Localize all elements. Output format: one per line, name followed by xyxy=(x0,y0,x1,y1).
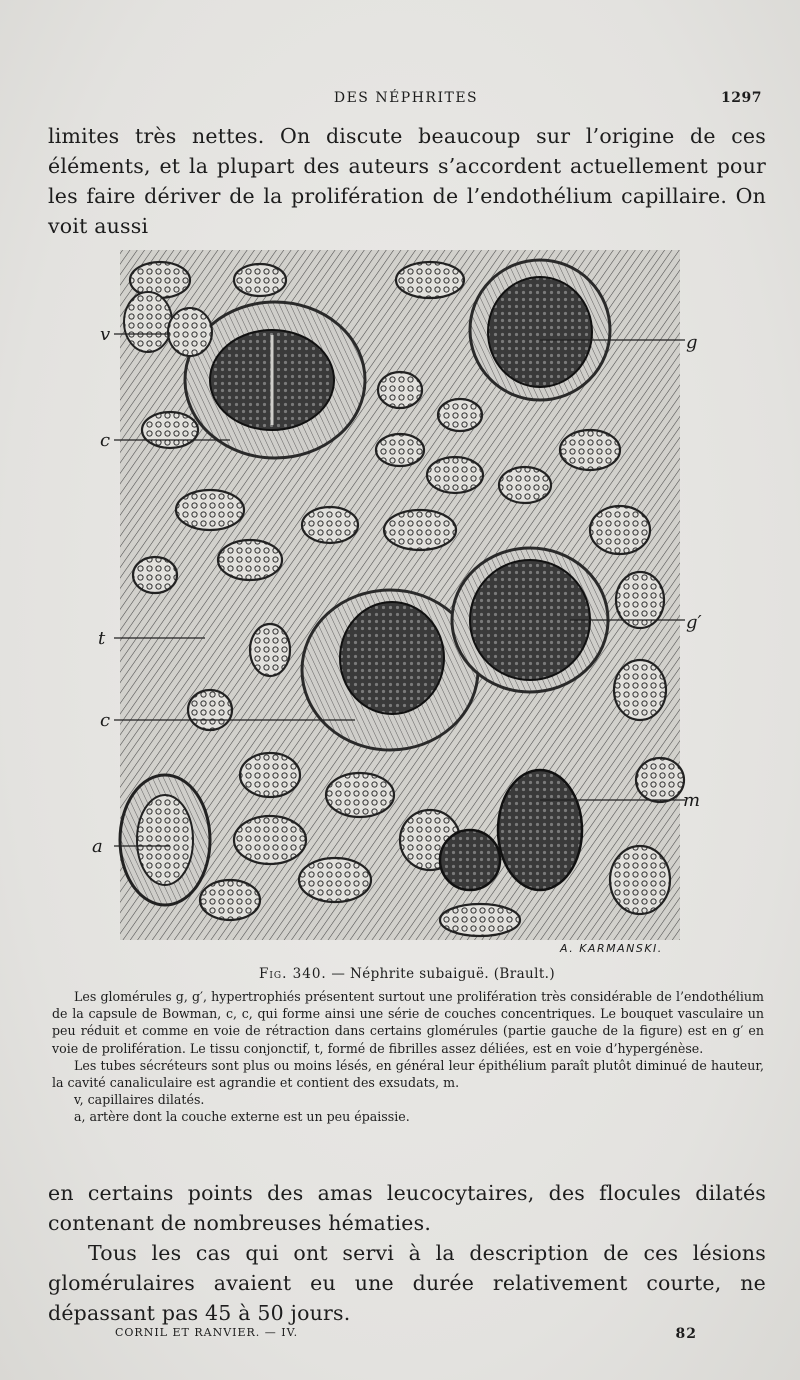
histology-figure xyxy=(92,240,702,960)
running-head xyxy=(50,90,762,112)
top-paragraph: limites très nettes. On discute beaucoup sur l’origine de ces éléments, et la plupart des auteurs s’accordent actuellement pour les faire dériver de la prolifération de l’endothélium capillaire. On voit aussi xyxy=(48,124,766,238)
bottom-paragraph-2: Tous les cas qui ont servi à la description de ces lésions glomérulaires avaient eu une durée relativement courte, ne dépassant pas 45 à 50 jours. xyxy=(48,1241,766,1325)
label-c-upper: c xyxy=(100,430,111,451)
sheet-number: 82 xyxy=(675,1326,697,1342)
glomerulus-upper-right xyxy=(470,260,610,400)
caption-paragraph-1: Les glomérules g, g′, hypertrophiés présentent surtout une prolifération très considérable de l’endothélium de la capsule de Bowman, c, c, qui forme ainsi une série de couches concentriques. Le bouquet vasculaire un peu réduit et comme en voie de rétraction dans certains glomérules (partie gauche de la figure) est en g′ en voie de prolifération. Le tissu conjonctif, t, formé de fibrilles assez déliées, est en voie d’hypergénèse. xyxy=(52,989,764,1056)
bottom-paragraph-1: en certains points des amas leucocytaires, des flocules dilatés contenant de nombreuses hématies. xyxy=(48,1181,766,1235)
running-title: DES NÉPHRITES xyxy=(333,90,479,106)
figure-title: — Néphrite subaiguë. (Brault.) xyxy=(326,966,556,982)
illustrator-signature: A. KARMANSKI. xyxy=(560,942,663,955)
label-t: t xyxy=(98,628,106,649)
figure-number: Fig. 340. xyxy=(258,966,327,982)
caption-paragraph-3: v, capillaires dilatés. xyxy=(74,1092,205,1108)
figure-caption-title xyxy=(48,966,766,982)
top-paragraph-block xyxy=(48,121,766,241)
bottom-text-block xyxy=(48,1178,766,1328)
kidney-section-illustration xyxy=(92,240,702,960)
label-c-lower: c xyxy=(100,710,111,731)
page-footer xyxy=(115,1326,697,1346)
label-m: m xyxy=(683,790,701,811)
label-g: g xyxy=(686,332,698,353)
page-number: 1297 xyxy=(721,90,762,106)
label-g-prime: g′ xyxy=(686,612,702,633)
footer-signature: CORNIL ET RANVIER. — IV. xyxy=(115,1326,299,1339)
caption-paragraph-4: a, artère dont la couche externe est un peu épaissie. xyxy=(74,1109,410,1125)
label-v: v xyxy=(100,324,111,345)
label-a: a xyxy=(92,836,103,857)
caption-paragraph-2: Les tubes sécréteurs sont plus ou moins lésés, en général leur épithélium paraît plutôt diminué de hauteur, la cavité canaliculaire est agrandie et contient des exsudats, m. xyxy=(52,1057,764,1091)
artery xyxy=(120,775,210,905)
figure-caption-body xyxy=(52,988,764,1126)
